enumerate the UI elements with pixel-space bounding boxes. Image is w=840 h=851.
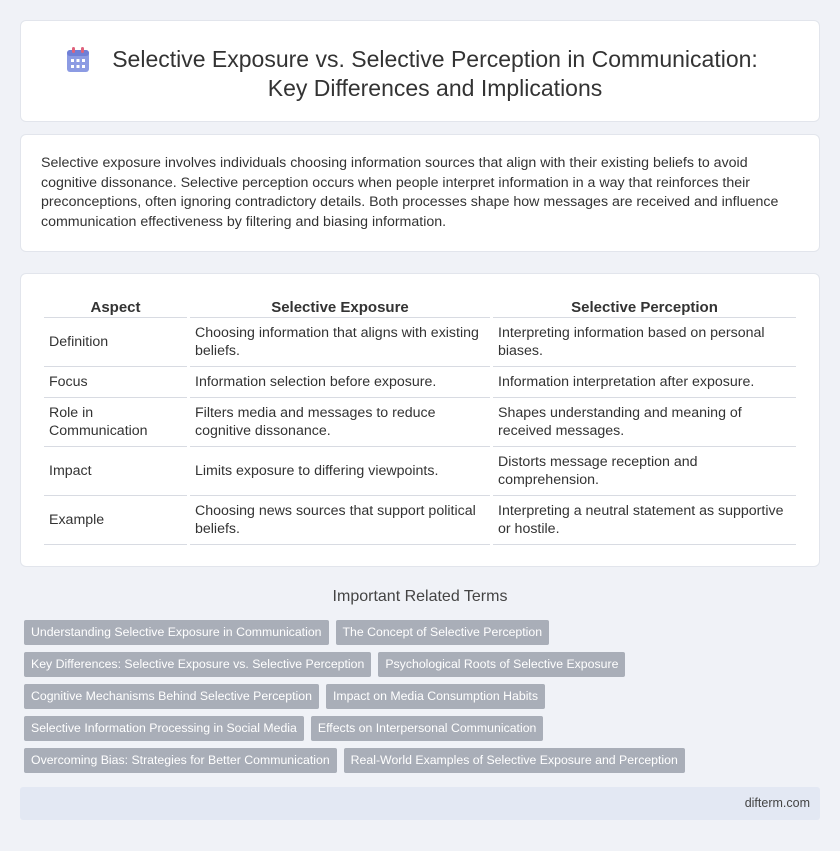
table-cell: Example (44, 496, 187, 545)
table-cell: Impact (44, 447, 187, 496)
related-term-link[interactable]: Effects on Interpersonal Communication (311, 716, 544, 741)
table-cell: Shapes understanding and meaning of received messages. (493, 398, 796, 447)
table-cell: Limits exposure to differing viewpoints. (190, 447, 490, 496)
table-cell: Filters media and messages to reduce cognitive dissonance. (190, 398, 490, 447)
related-terms-heading: Important Related Terms (332, 588, 508, 605)
related-term-link[interactable]: Overcoming Bias: Strategies for Better Communication (24, 748, 337, 773)
table-header-aspect: Aspect (44, 296, 187, 318)
related-term-link[interactable]: The Concept of Selective Perception (336, 620, 550, 645)
table-row (44, 398, 796, 447)
table-cell: Focus (44, 367, 187, 398)
related-term-link[interactable]: Real-World Examples of Selective Exposure and Perception (344, 748, 685, 773)
table-header-selective-exposure: Selective Exposure (190, 296, 490, 318)
related-term-link[interactable]: Key Differences: Selective Exposure vs. Selective Perception (24, 652, 371, 677)
table-cell: Role in Communication (44, 398, 187, 447)
table-row (44, 318, 796, 367)
header-card (20, 20, 820, 122)
table-row (44, 367, 796, 398)
table-header-selective-perception: Selective Perception (493, 296, 796, 318)
comparison-table (41, 296, 799, 545)
related-term-link[interactable]: Psychological Roots of Selective Exposure (378, 652, 625, 677)
table-cell: Information selection before exposure. (190, 367, 490, 398)
table-cell: Information interpretation after exposure. (493, 367, 796, 398)
footer-site-name[interactable]: difterm.com (744, 796, 810, 810)
comparison-table-card (20, 273, 820, 567)
table-cell: Choosing news sources that support political beliefs. (190, 496, 490, 545)
related-terms-list (24, 620, 820, 780)
related-term-link[interactable]: Impact on Media Consumption Habits (326, 684, 545, 709)
related-term-link[interactable]: Understanding Selective Exposure in Communication (24, 620, 329, 645)
summary-card (20, 134, 820, 252)
table-cell: Distorts message reception and comprehension. (493, 447, 796, 496)
page-title: Selective Exposure vs. Selective Perception in Communication: Key Differences and Implications (112, 46, 758, 101)
table-cell: Definition (44, 318, 187, 367)
footer (20, 787, 820, 820)
table-cell: Interpreting a neutral statement as supportive or hostile. (493, 496, 796, 545)
related-term-link[interactable]: Cognitive Mechanisms Behind Selective Perception (24, 684, 319, 709)
table-cell: Interpreting information based on personal biases. (493, 318, 796, 367)
table-cell: Choosing information that aligns with existing beliefs. (190, 318, 490, 367)
table-row (44, 496, 796, 545)
related-term-link[interactable]: Selective Information Processing in Social Media (24, 716, 304, 741)
table-row (44, 447, 796, 496)
summary-text: Selective exposure involves individuals choosing information sources that align with their existing beliefs to avoid cognitive dissonance. Selective perception occurs when people interpret information in a way that reinforces their preconceptions, often ignoring contradictory details. Both processes shape how messages are received and influence communication effectiveness by filtering and biasing information. (41, 155, 779, 230)
